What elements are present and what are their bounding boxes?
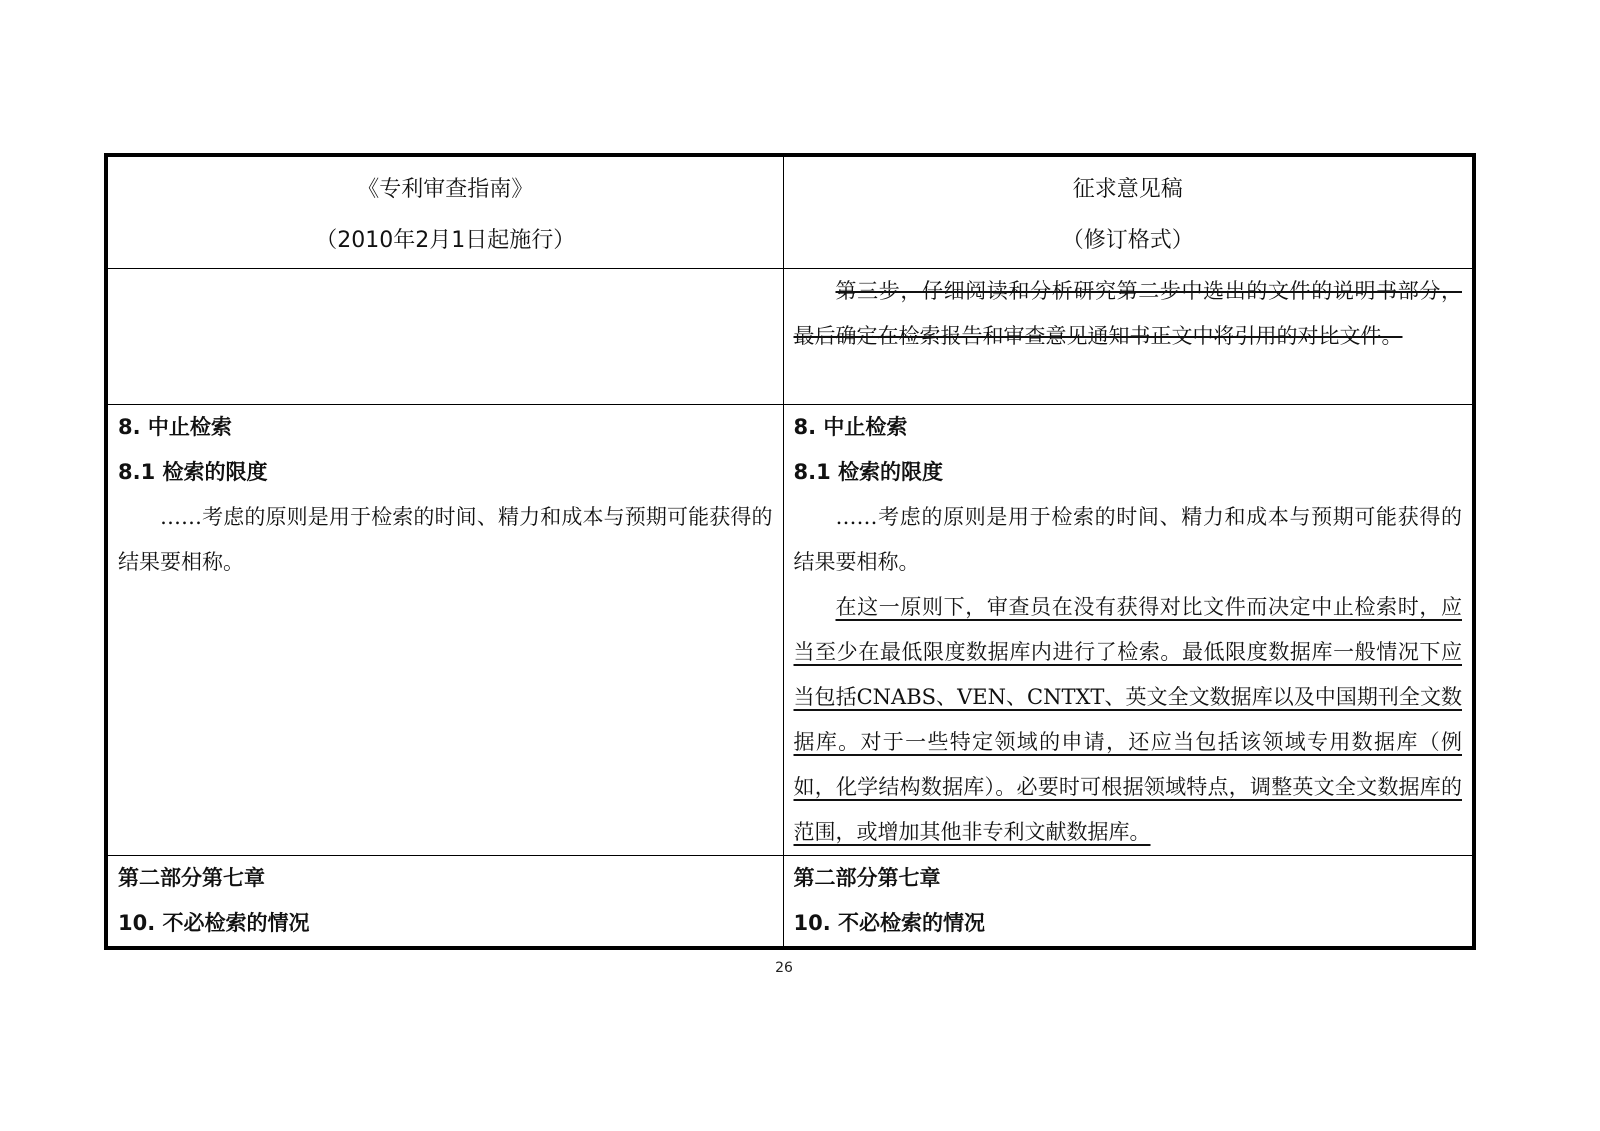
row2-left-cell [106,405,783,856]
deleted-paragraph: 第三步，仔细阅读和分析研究第二步中选出的文件的说明书部分，最后确定在检索报告和审查意见通知书正文中将引用的对比文件。 [793,279,1462,348]
comparison-table [104,153,1476,950]
table-header-row [106,155,1474,269]
row2-right-cell [783,405,1474,856]
page-number: 26 [775,960,793,976]
header-left-cell [106,155,783,269]
left-column-subtitle: （2010年2月1日起施行） [315,228,576,253]
part-chapter-heading: 第二部分第七章 [118,866,265,890]
row3-right-cell [783,856,1474,949]
body-paragraph: ……考虑的原则是用于检索的时间、精力和成本与预期可能获得的结果要相称。 [118,505,773,574]
inserted-paragraph: 在这一原则下，审查员在没有获得对比文件而决定中止检索时，应当至少在最低限度数据库内进行了检索。最低限度数据库一般情况下应当包括CNABS、VEN、CNTXT、英文全文数据库以及中国期刊全文数据库。对于一些特定领域的申请，还应当包括该领域专用数据库（例如，化学结构数据库）。必要时可根据领域特点，调整英文全文数据库的范围，或增加其他非专利文献数据库。 [793,595,1462,844]
body-paragraph: ……考虑的原则是用于检索的时间、精力和成本与预期可能获得的结果要相称。 [793,505,1462,574]
table-row [106,269,1474,405]
section-heading: 10. 不必检索的情况 [793,911,986,935]
section-heading: 8. 中止检索 [793,415,908,439]
part-chapter-heading: 第二部分第七章 [793,866,941,890]
subsection-heading: 8.1 检索的限度 [793,460,944,484]
left-column-title: 《专利审查指南》 [357,177,534,202]
row1-left-cell [106,269,783,405]
section-heading: 10. 不必检索的情况 [118,911,310,935]
subsection-heading: 8.1 检索的限度 [118,460,268,484]
table-row [106,405,1474,856]
table-row [106,856,1474,949]
header-right-cell [783,155,1474,269]
right-column-subtitle: （修订格式） [1061,228,1194,253]
row1-right-cell [783,269,1474,405]
section-heading: 8. 中止检索 [118,415,232,439]
row3-left-cell [106,856,783,949]
right-column-title: 征求意见稿 [1072,177,1183,202]
